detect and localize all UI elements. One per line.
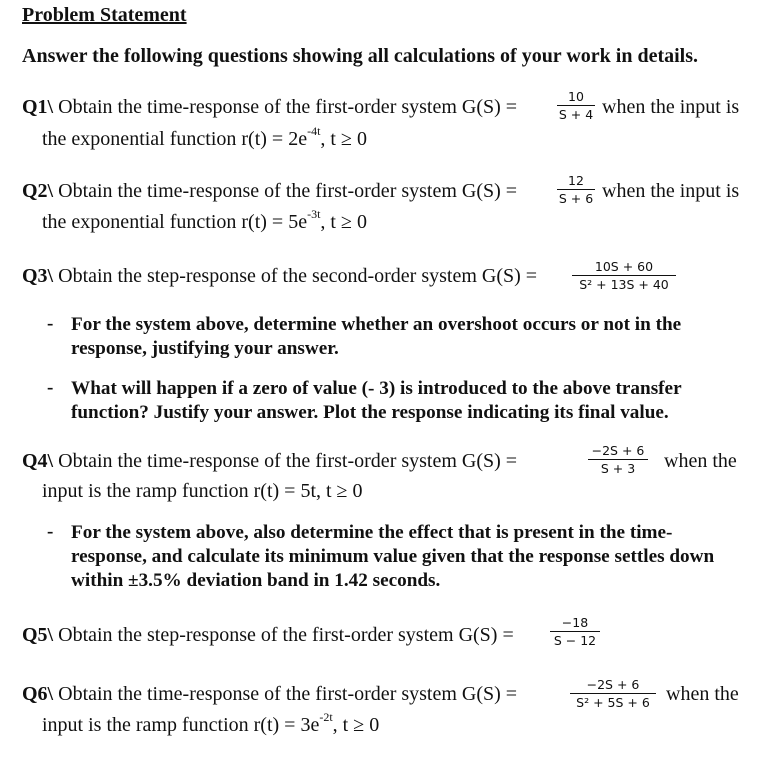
q4-tf-denominator: S + 3: [600, 461, 636, 476]
q4-line2: input is the ramp function r(t) = 5t, t ≥ 0: [42, 480, 363, 502]
q4-tf-numerator: −2S + 6: [591, 443, 645, 458]
q3-transfer-function: [572, 259, 676, 292]
q1-input-post: , t ≥ 0: [320, 128, 367, 150]
q2-fraction-bar: [557, 189, 595, 190]
q6-exponent: -2t: [319, 710, 333, 724]
q4-line1: [22, 450, 517, 473]
q1-line2: [42, 124, 367, 151]
q5-tf-denominator: S − 12: [553, 633, 597, 648]
q1-text: Obtain the time-response of the first-order system G(S) =: [53, 96, 518, 118]
q3-bullet-dash-1: -: [47, 313, 54, 334]
q2-number: Q2\: [22, 180, 54, 202]
q3-tf-denominator: S² + 13S + 40: [579, 277, 669, 292]
q1-after: when the input is: [602, 96, 740, 118]
q2-line1: [22, 180, 517, 203]
q4-bullet-1: [71, 521, 745, 593]
q1-line1: [22, 96, 517, 119]
q1-tf-numerator: 10: [568, 89, 584, 104]
q6-line2: [42, 710, 380, 737]
q6-tf-denominator: S² + 5S + 6: [576, 695, 650, 710]
instructions: Answer the following questions showing all calculations of your work in details.: [22, 45, 699, 67]
q4-fraction-bar: [588, 459, 648, 460]
q4-bullet-1-text: For the system above, also determine the effect that is present in the time-response, and calculate its minimum value given that the response settles down within ±3.5% deviation band in 1.42 seconds.: [71, 522, 715, 591]
q6-fraction-bar: [570, 693, 656, 694]
q1-number: Q1\: [22, 96, 54, 118]
q1-tf-denominator: S + 4: [558, 107, 594, 122]
q6-after: when the: [666, 683, 739, 705]
q4-transfer-function: [588, 443, 648, 476]
q2-tf-denominator: S + 6: [558, 191, 594, 206]
q2-input-post: , t ≥ 0: [320, 211, 367, 233]
q2-text: Obtain the time-response of the first-order system G(S) =: [53, 180, 518, 202]
q3-bullet-2: [71, 377, 747, 425]
q4-after: when the: [664, 450, 737, 472]
q5-fraction-bar: [550, 631, 600, 632]
q3-bullet-1-text: For the system above, determine whether an overshoot occurs or not in the response, justifying your answer.: [71, 314, 682, 359]
q2-input-pre: the exponential function r(t) = 5e: [42, 211, 308, 233]
q2-tf-numerator: 12: [568, 173, 584, 188]
q3-text: Obtain the step-response of the second-order system G(S) =: [53, 265, 538, 287]
q6-line1: [22, 683, 517, 706]
q5-number: Q5\: [22, 624, 54, 646]
q2-exponent: -3t: [307, 207, 321, 221]
q6-number: Q6\: [22, 683, 54, 705]
q5-text: Obtain the step-response of the first-order system G(S) =: [53, 624, 514, 646]
q6-text: Obtain the time-response of the first-order system G(S) =: [53, 683, 518, 705]
q3-number: Q3\: [22, 265, 54, 287]
q2-line2: [42, 207, 367, 234]
q4-number: Q4\: [22, 450, 54, 472]
q4-bullet-dash-1: -: [47, 521, 54, 542]
q3-bullet-1: [71, 313, 745, 361]
q1-input-pre: the exponential function r(t) = 2e: [42, 128, 308, 150]
q6-input-post: , t ≥ 0: [332, 714, 380, 736]
q3-tf-numerator: 10S + 60: [594, 259, 654, 274]
q1-fraction-bar: [557, 105, 595, 106]
page-title: Problem Statement: [22, 4, 187, 26]
q5-tf-numerator: −18: [561, 615, 589, 630]
q6-transfer-function: [570, 677, 656, 710]
q2-transfer-function: [557, 173, 595, 206]
q5-line1: [22, 624, 514, 647]
q5-transfer-function: [550, 615, 600, 648]
q3-bullet-dash-2: -: [47, 377, 54, 398]
q6-input-pre: input is the ramp function r(t) = 3e: [42, 714, 320, 736]
q3-fraction-bar: [572, 275, 676, 276]
q1-exponent: -4t: [307, 124, 321, 138]
q3-bullet-2-text: What will happen if a zero of value (- 3) is introduced to the above transfer function? Justify your answer. Plot the response indicating its final value.: [71, 378, 682, 423]
q6-tf-numerator: −2S + 6: [586, 677, 640, 692]
q3-line1: [22, 265, 537, 288]
q2-after: when the input is: [602, 180, 740, 202]
q1-transfer-function: [557, 89, 595, 122]
q4-text: Obtain the time-response of the first-order system G(S) =: [53, 450, 518, 472]
